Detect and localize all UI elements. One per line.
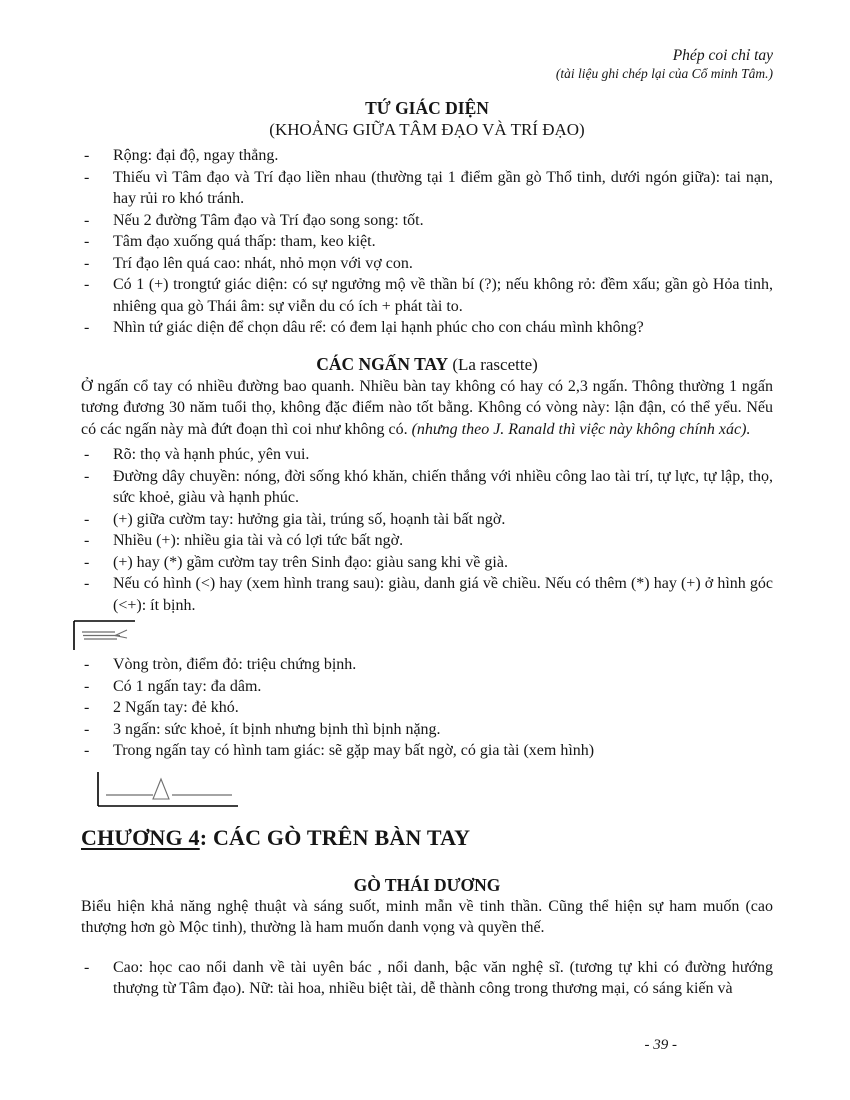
list-item xyxy=(81,274,773,317)
dash-bullet: - xyxy=(84,319,90,336)
list-item-text: (+) giữa cườm tay: hưởng gia tài, trúng số, hoạnh tài bất ngờ. xyxy=(113,510,506,528)
section2-paragraph xyxy=(81,376,773,441)
dash-bullet: - xyxy=(84,510,90,528)
list-item xyxy=(81,253,773,275)
dash-bullet: - xyxy=(84,233,90,250)
list-item-text: Rộng: đại độ, ngay thẳng. xyxy=(113,147,279,164)
list-item-text: Vòng tròn, điểm đỏ: triệu chứng bịnh. xyxy=(113,656,357,673)
list-item-text: Nếu có hình (<) hay (xem hình trang sau): giàu, danh giá về chiều. Nếu có thêm (*) hay (+) ở hình góc (<+): ít bịnh. xyxy=(113,575,773,614)
section2-title xyxy=(81,353,773,376)
rascette-lines-icon xyxy=(73,618,143,650)
chapter-number: CHƯƠNG 4 xyxy=(81,824,200,850)
section2-list-a xyxy=(81,444,773,616)
dash-bullet: - xyxy=(84,276,90,293)
list-item xyxy=(81,317,773,339)
list-item-text: Cao: học cao nổi danh về tài uyên bác , nổi danh, bậc văn nghệ sĩ. (tương tự khi có đường hướng thượng từ Tâm đạo). Nữ: tài hoa, nhiều biệt tài, dễ thành công trong thương mại, có sáng kiến và xyxy=(113,958,773,997)
list-item-text: Có 1 (+) trongtứ giác diện: có sự ngưởng mộ về thần bí (?); nếu không rỏ: đềm xấu; gần gò Hỏa tinh, nhiêng qua gò Thái âm: sự viễn du có ích + phát tài to. xyxy=(113,276,773,315)
page-header xyxy=(81,46,773,83)
page-number: - 39 - xyxy=(644,1037,677,1053)
section2-title-normal: (La rascette) xyxy=(448,354,538,374)
chapter-title: : CÁC GÒ TRÊN BÀN TAY xyxy=(199,824,471,850)
list-item xyxy=(81,530,773,552)
dash-bullet: - xyxy=(84,446,90,463)
list-item-text: Nếu 2 đường Tâm đạo và Trí đạo song song: tốt. xyxy=(113,211,424,229)
section2-title-bold: CÁC NGẤN TAY xyxy=(316,353,449,374)
section3-paragraph: Biểu hiện khả năng nghệ thuật và sáng suốt, minh mẫn về tinh thần. Cũng thể hiện sự ham muốn (cao thượng hơn gò Mộc tinh), thường là ham muốn danh vọng và quyền thế. xyxy=(81,897,773,936)
list-item-text: Nhiều (+): nhiều gia tài và có lợi tức bất ngờ. xyxy=(113,532,404,549)
dash-bullet: - xyxy=(84,553,90,571)
dash-bullet: - xyxy=(84,575,90,592)
section1-list xyxy=(81,145,773,339)
dash-bullet: - xyxy=(84,699,90,716)
list-item-text: 3 ngấn: sức khoẻ, ít bịnh nhưng bịnh thì bịnh nặng. xyxy=(113,720,441,738)
list-item xyxy=(81,740,773,762)
list-item xyxy=(81,573,773,616)
list-item xyxy=(81,444,773,466)
section3-title: GÒ THÁI DƯƠNG xyxy=(353,874,501,895)
section2-list-b xyxy=(81,654,773,762)
list-item-text: Tâm đạo xuống quá thấp: tham, keo kiệt. xyxy=(113,233,376,250)
list-item xyxy=(81,676,773,698)
figure-rascette-lines xyxy=(73,618,773,650)
paragraph-text: Ở ngấn cổ tay có nhiều đường bao quanh. Nhiều bàn tay không có hay có 2,3 ngấn. Thông thường 1 ngấn tương đương 30 năm tuổi thọ, không đặc điểm nào tốt bằng. Không có vòng này: lận đận, có thể yểu. Nếu có các ngấn này mà đứt đoạn thì coi như không có. xyxy=(81,377,773,438)
list-item xyxy=(81,957,773,1000)
list-item xyxy=(81,552,773,574)
list-item-text: Thiếu vì Tâm đạo và Trí đạo liền nhau (thường tại 1 điểm gần gò Thổ tinh, dưới ngón giữa): tai nạn, hay rủi ro khó tránh. xyxy=(113,168,773,207)
dash-bullet: - xyxy=(84,467,90,485)
list-item-text: Nhìn tứ giác diện để chọn dâu rể: có đem lại hạnh phúc cho con cháu mình không? xyxy=(113,319,644,336)
dash-bullet: - xyxy=(84,677,90,695)
dash-bullet: - xyxy=(84,656,90,673)
section3-list xyxy=(81,957,773,1000)
chapter-heading xyxy=(81,824,773,852)
figure-triangle-line xyxy=(94,771,773,809)
dash-bullet: - xyxy=(84,742,90,759)
list-item xyxy=(81,697,773,719)
list-item-text: Trong ngấn tay có hình tam giác: sẽ gặp may bất ngờ, có gia tài (xem hình) xyxy=(113,742,595,759)
list-item-text: Rõ: thọ và hạnh phúc, yên vui. xyxy=(113,446,310,463)
header-subtitle: (tài liệu ghi chép lại của Cổ minh Tâm.) xyxy=(555,66,773,81)
list-item xyxy=(81,167,773,210)
dash-bullet: - xyxy=(84,211,90,229)
list-item-text: Trí đạo lên quá cao: nhát, nhỏ mọn với vợ con. xyxy=(113,254,413,272)
paragraph-note-italic: (nhưng theo J. Ranald thì việc này không chính xác). xyxy=(411,420,751,438)
list-item-text: Có 1 ngấn tay: đa dâm. xyxy=(113,677,262,695)
dash-bullet: - xyxy=(84,168,90,186)
dash-bullet: - xyxy=(84,720,90,738)
section1-subtitle: (KHOẢNG GIỮA TÂM ĐẠO VÀ TRÍ ĐẠO) xyxy=(269,120,585,139)
triangle-on-line-icon xyxy=(94,771,244,809)
list-item-text: Đường dây chuyền: nóng, đời sống khó khăn, chiến thắng với nhiều công lao tài trí, tự lực, tự lập, thọ, sức khoẻ, giàu và hạnh phúc. xyxy=(113,467,773,506)
header-title: Phép coi chỉ tay xyxy=(672,47,773,64)
dash-bullet: - xyxy=(84,532,90,549)
list-item xyxy=(81,210,773,232)
list-item-text: 2 Ngấn tay: đẻ khó. xyxy=(113,699,239,716)
list-item-text: (+) hay (*) gầm cườm tay trên Sinh đạo: giàu sang khi về già. xyxy=(113,553,508,571)
dash-bullet: - xyxy=(84,254,90,272)
list-item xyxy=(81,654,773,676)
list-item xyxy=(81,466,773,509)
section1-title: TỨ GIÁC DIỆN xyxy=(365,98,489,118)
list-item xyxy=(81,145,773,167)
dash-bullet: - xyxy=(84,147,90,164)
list-item xyxy=(81,231,773,253)
list-item xyxy=(81,719,773,741)
dash-bullet: - xyxy=(84,958,90,976)
list-item xyxy=(81,509,773,531)
